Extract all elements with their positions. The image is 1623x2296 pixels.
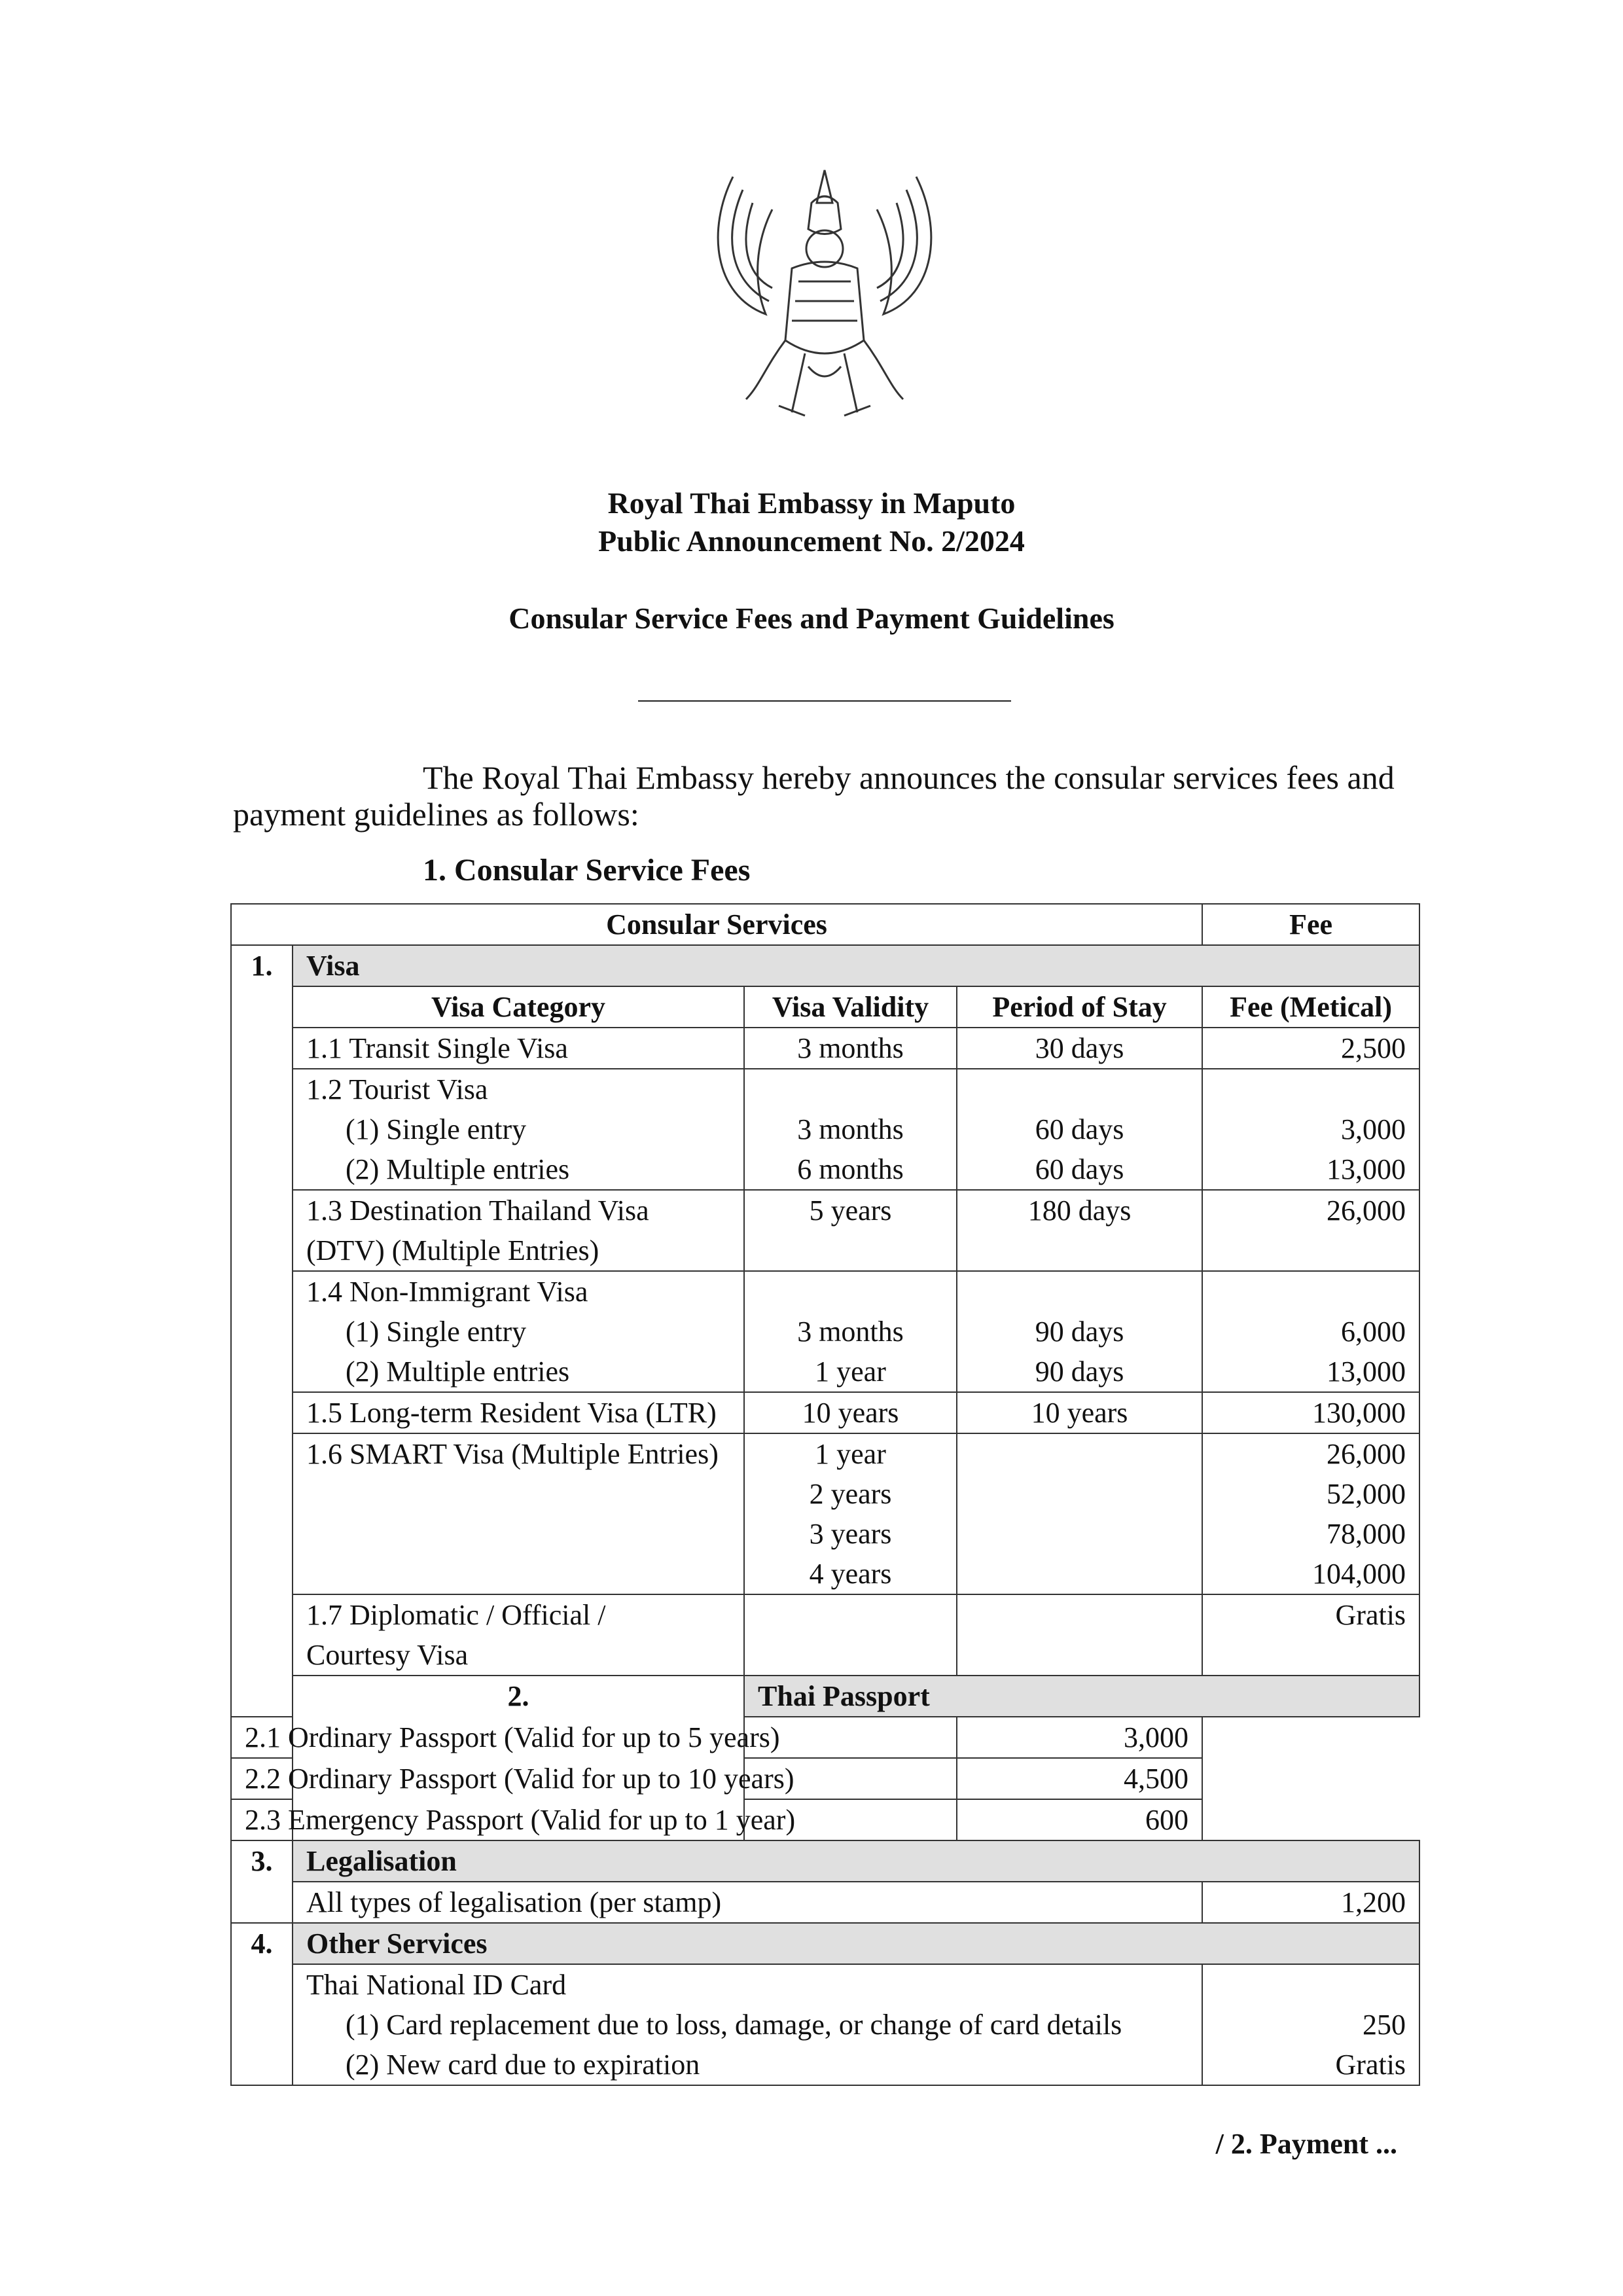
fee-amount: 26,000	[1327, 1438, 1406, 1470]
section-number: 1.	[231, 945, 293, 1717]
period-of-stay	[957, 1594, 1202, 1676]
visa-name: 1.1 Transit Single Visa	[293, 1028, 744, 1069]
visa-name-line: 1.7 Diplomatic / Official /	[306, 1599, 606, 1631]
visa-validity	[744, 1594, 957, 1676]
service-subtype: (1) Card replacement due to loss, damage, or change of card details	[346, 2009, 1122, 2041]
stay-value: 60 days	[1035, 1113, 1124, 1145]
table-row	[231, 1758, 1419, 1799]
validity-value: 6 months	[797, 1153, 904, 1185]
visa-subtype: (2) Multiple entries	[346, 1153, 570, 1185]
fee-amount: Gratis	[1335, 2049, 1406, 2081]
visa-validity: 5 years	[744, 1190, 957, 1271]
section-title-visa: Visa	[293, 945, 1419, 986]
visa-subtype: (1) Single entry	[346, 1113, 527, 1145]
section-number: 4.	[231, 1923, 293, 2085]
document-subject: Consular Service Fees and Payment Guidelines	[508, 601, 1115, 635]
validity-value: 1 year	[815, 1355, 886, 1388]
table-row	[231, 1717, 1419, 1758]
service-subtype: (2) New card due to expiration	[346, 2049, 700, 2081]
fee-value: 4,500	[957, 1758, 1202, 1799]
fee-value	[1202, 1964, 1419, 2085]
embassy-name: Royal Thai Embassy in Maputo	[607, 486, 1016, 520]
visa-category-header: Visa Category	[293, 986, 744, 1028]
period-of-stay-header: Period of Stay	[957, 986, 1202, 1028]
period-of-stay	[957, 1069, 1202, 1190]
fee-value: 600	[957, 1799, 1202, 1840]
visa-name-line: Courtesy Visa	[306, 1639, 469, 1671]
fees-table	[230, 903, 1420, 2086]
fee-amount: 3,000	[1341, 1113, 1406, 1145]
fee-amount: 13,000	[1327, 1355, 1406, 1388]
visa-name	[293, 1271, 744, 1392]
service-name: 2.3 Emergency Passport (Valid for up to 1 year)	[231, 1799, 957, 1840]
service-name: 2.1 Ordinary Passport (Valid for up to 5 years)	[231, 1717, 957, 1758]
table-row	[231, 1882, 1419, 1923]
visa-name	[293, 1069, 744, 1190]
table-row	[231, 1964, 1419, 2085]
fee-metical-header: Fee (Metical)	[1202, 986, 1419, 1028]
section-row-passport	[231, 1676, 1419, 1717]
section-title-passport: Thai Passport	[744, 1676, 1419, 1717]
title-divider	[638, 700, 1011, 702]
visa-name	[293, 1190, 744, 1271]
table-row	[231, 1799, 1419, 1840]
table-row	[231, 1433, 1419, 1594]
fee-amount: 250	[1363, 2009, 1406, 2041]
visa-name-line: 1.3 Destination Thailand Visa	[306, 1194, 649, 1227]
section-number: 2.	[293, 1676, 744, 1840]
fee-value: 130,000	[1202, 1392, 1419, 1433]
stay-value: 60 days	[1035, 1153, 1124, 1185]
visa-subtype: (1) Single entry	[346, 1316, 527, 1348]
fee-value: 1,200	[1202, 1882, 1419, 1923]
fee-amount: 6,000	[1341, 1316, 1406, 1348]
validity-value: 4 years	[809, 1558, 892, 1590]
fee-amount: 52,000	[1327, 1478, 1406, 1510]
stay-value: 90 days	[1035, 1316, 1124, 1348]
visa-name-line: (DTV) (Multiple Entries)	[306, 1234, 599, 1266]
section-title: 1. Consular Service Fees	[423, 853, 751, 888]
table-header-row	[231, 904, 1419, 945]
visa-name: 1.5 Long-term Resident Visa (LTR)	[293, 1392, 744, 1433]
visa-validity	[744, 1271, 957, 1392]
section-row-other	[231, 1923, 1419, 1964]
table-row	[231, 1028, 1419, 1069]
visa-validity: 10 years	[744, 1392, 957, 1433]
visa-validity: 3 months	[744, 1028, 957, 1069]
visa-validity-header: Visa Validity	[744, 986, 957, 1028]
service-name: All types of legalisation (per stamp)	[293, 1882, 1202, 1923]
table-row	[231, 1271, 1419, 1392]
validity-value: 2 years	[809, 1478, 892, 1510]
table-row	[231, 1190, 1419, 1271]
visa-validity	[744, 1433, 957, 1594]
fee-value	[1202, 1433, 1419, 1594]
visa-group-name: 1.4 Non-Immigrant Visa	[306, 1276, 588, 1308]
section-title-legalisation: Legalisation	[293, 1840, 1419, 1882]
period-of-stay: 30 days	[957, 1028, 1202, 1069]
garuda-emblem-icon	[694, 151, 955, 432]
service-group-name: Thai National ID Card	[306, 1969, 567, 2001]
validity-value: 3 years	[809, 1518, 892, 1550]
fee-value: Gratis	[1202, 1594, 1419, 1676]
stay-value: 90 days	[1035, 1355, 1124, 1388]
fee-amount: 13,000	[1327, 1153, 1406, 1185]
section-row-visa	[231, 945, 1419, 986]
period-of-stay	[957, 1271, 1202, 1392]
fee-amount: 78,000	[1327, 1518, 1406, 1550]
fee-value: 26,000	[1202, 1190, 1419, 1271]
service-name: 2.2 Ordinary Passport (Valid for up to 10 years)	[231, 1758, 957, 1799]
fee-value	[1202, 1069, 1419, 1190]
table-row	[231, 1069, 1419, 1190]
col-fee: Fee	[1202, 904, 1419, 945]
table-row	[231, 1392, 1419, 1433]
visa-header-row	[231, 986, 1419, 1028]
period-of-stay: 10 years	[957, 1392, 1202, 1433]
fee-value: 3,000	[957, 1717, 1202, 1758]
visa-group-name: 1.2 Tourist Visa	[306, 1073, 488, 1105]
validity-value: 3 months	[797, 1316, 904, 1348]
service-name	[293, 1964, 1202, 2085]
announcement-number: Public Announcement No. 2/2024	[598, 524, 1025, 558]
visa-subtype: (2) Multiple entries	[346, 1355, 570, 1388]
visa-name	[293, 1594, 744, 1676]
intro-paragraph: The Royal Thai Embassy hereby announces the consular services fees and payment guidelines as follows:	[233, 759, 1395, 833]
fee-value	[1202, 1271, 1419, 1392]
validity-value: 3 months	[797, 1113, 904, 1145]
fee-amount: 104,000	[1312, 1558, 1406, 1590]
period-of-stay	[957, 1433, 1202, 1594]
col-consular-services: Consular Services	[231, 904, 1202, 945]
validity-value: 1 year	[815, 1438, 886, 1470]
section-title-other: Other Services	[293, 1923, 1419, 1964]
section-number: 3.	[231, 1840, 293, 1923]
fee-value: 2,500	[1202, 1028, 1419, 1069]
period-of-stay: 180 days	[957, 1190, 1202, 1271]
table-row	[231, 1594, 1419, 1676]
page-continuation: / 2. Payment ...	[1215, 2128, 1397, 2160]
visa-name: 1.6 SMART Visa (Multiple Entries)	[293, 1433, 744, 1594]
section-row-legalisation	[231, 1840, 1419, 1882]
visa-validity	[744, 1069, 957, 1190]
